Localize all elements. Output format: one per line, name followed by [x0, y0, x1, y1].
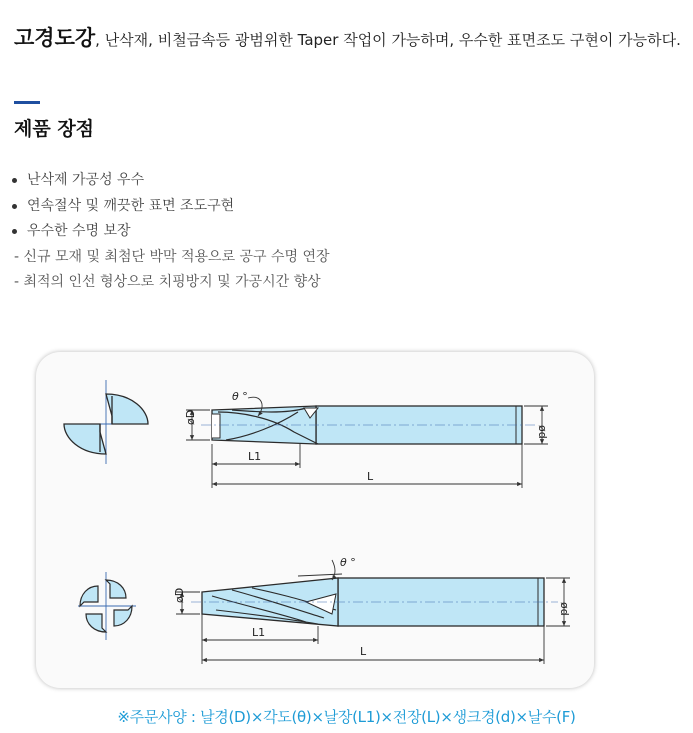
feature-sub-item: - 신규 모재 및 최첨단 박막 적용으로 공구 수명 연장 — [14, 248, 330, 265]
tool-1-l-label: L — [367, 470, 374, 483]
tool-drawing — [36, 352, 594, 688]
tool-1-d-shank-label: ød — [536, 425, 549, 439]
drawing-panel — [36, 352, 594, 688]
section-title: 제품 장점 — [14, 118, 95, 140]
tool-2-l1-label: L1 — [252, 626, 266, 639]
feature-item: 연속절삭 및 깨끗한 표면 조도구현 — [12, 194, 330, 220]
feature-sub-item: - 최적의 인선 형상으로 치핑방지 및 가공시간 향상 — [14, 274, 321, 290]
bullet-icon — [12, 178, 17, 183]
tool-1-l1-label: L1 — [248, 450, 262, 463]
intro-title: 고경도강 — [14, 26, 96, 50]
order-spec-note: ※주문사양 : 날경(D)×각도(θ)×날장(L1)×전장(L)×생크경(d)×날수(F) — [117, 708, 576, 726]
bullet-icon — [12, 229, 17, 234]
feature-list — [12, 168, 330, 296]
section-accent-bar — [14, 101, 40, 104]
end-view-4-flute — [78, 572, 136, 640]
tool-2-d-outer-label: øD — [173, 587, 186, 603]
end-view-2-flute — [64, 380, 148, 464]
tool-1-d-outer-label: øD — [184, 409, 197, 425]
intro-headline — [14, 22, 681, 52]
intro-text: , 난삭재, 비철금속등 광범위한 Taper 작업이 가능하며, 우수한 표면조도 구현이 가능하다. — [95, 31, 681, 49]
tool-2-theta-label: θ ° — [340, 556, 356, 569]
tool-1-theta-label: θ ° — [232, 390, 248, 403]
tool-2-side-view — [191, 578, 558, 626]
feature-item: 난삭제 가공성 우수 — [12, 168, 330, 194]
tool-2-d-shank-label: ød — [558, 602, 571, 616]
bullet-icon — [12, 204, 17, 209]
tool-1-side-view — [201, 406, 536, 444]
tool-2-l-label: L — [360, 645, 367, 658]
feature-item: 우수한 수명 보장 — [12, 219, 330, 245]
